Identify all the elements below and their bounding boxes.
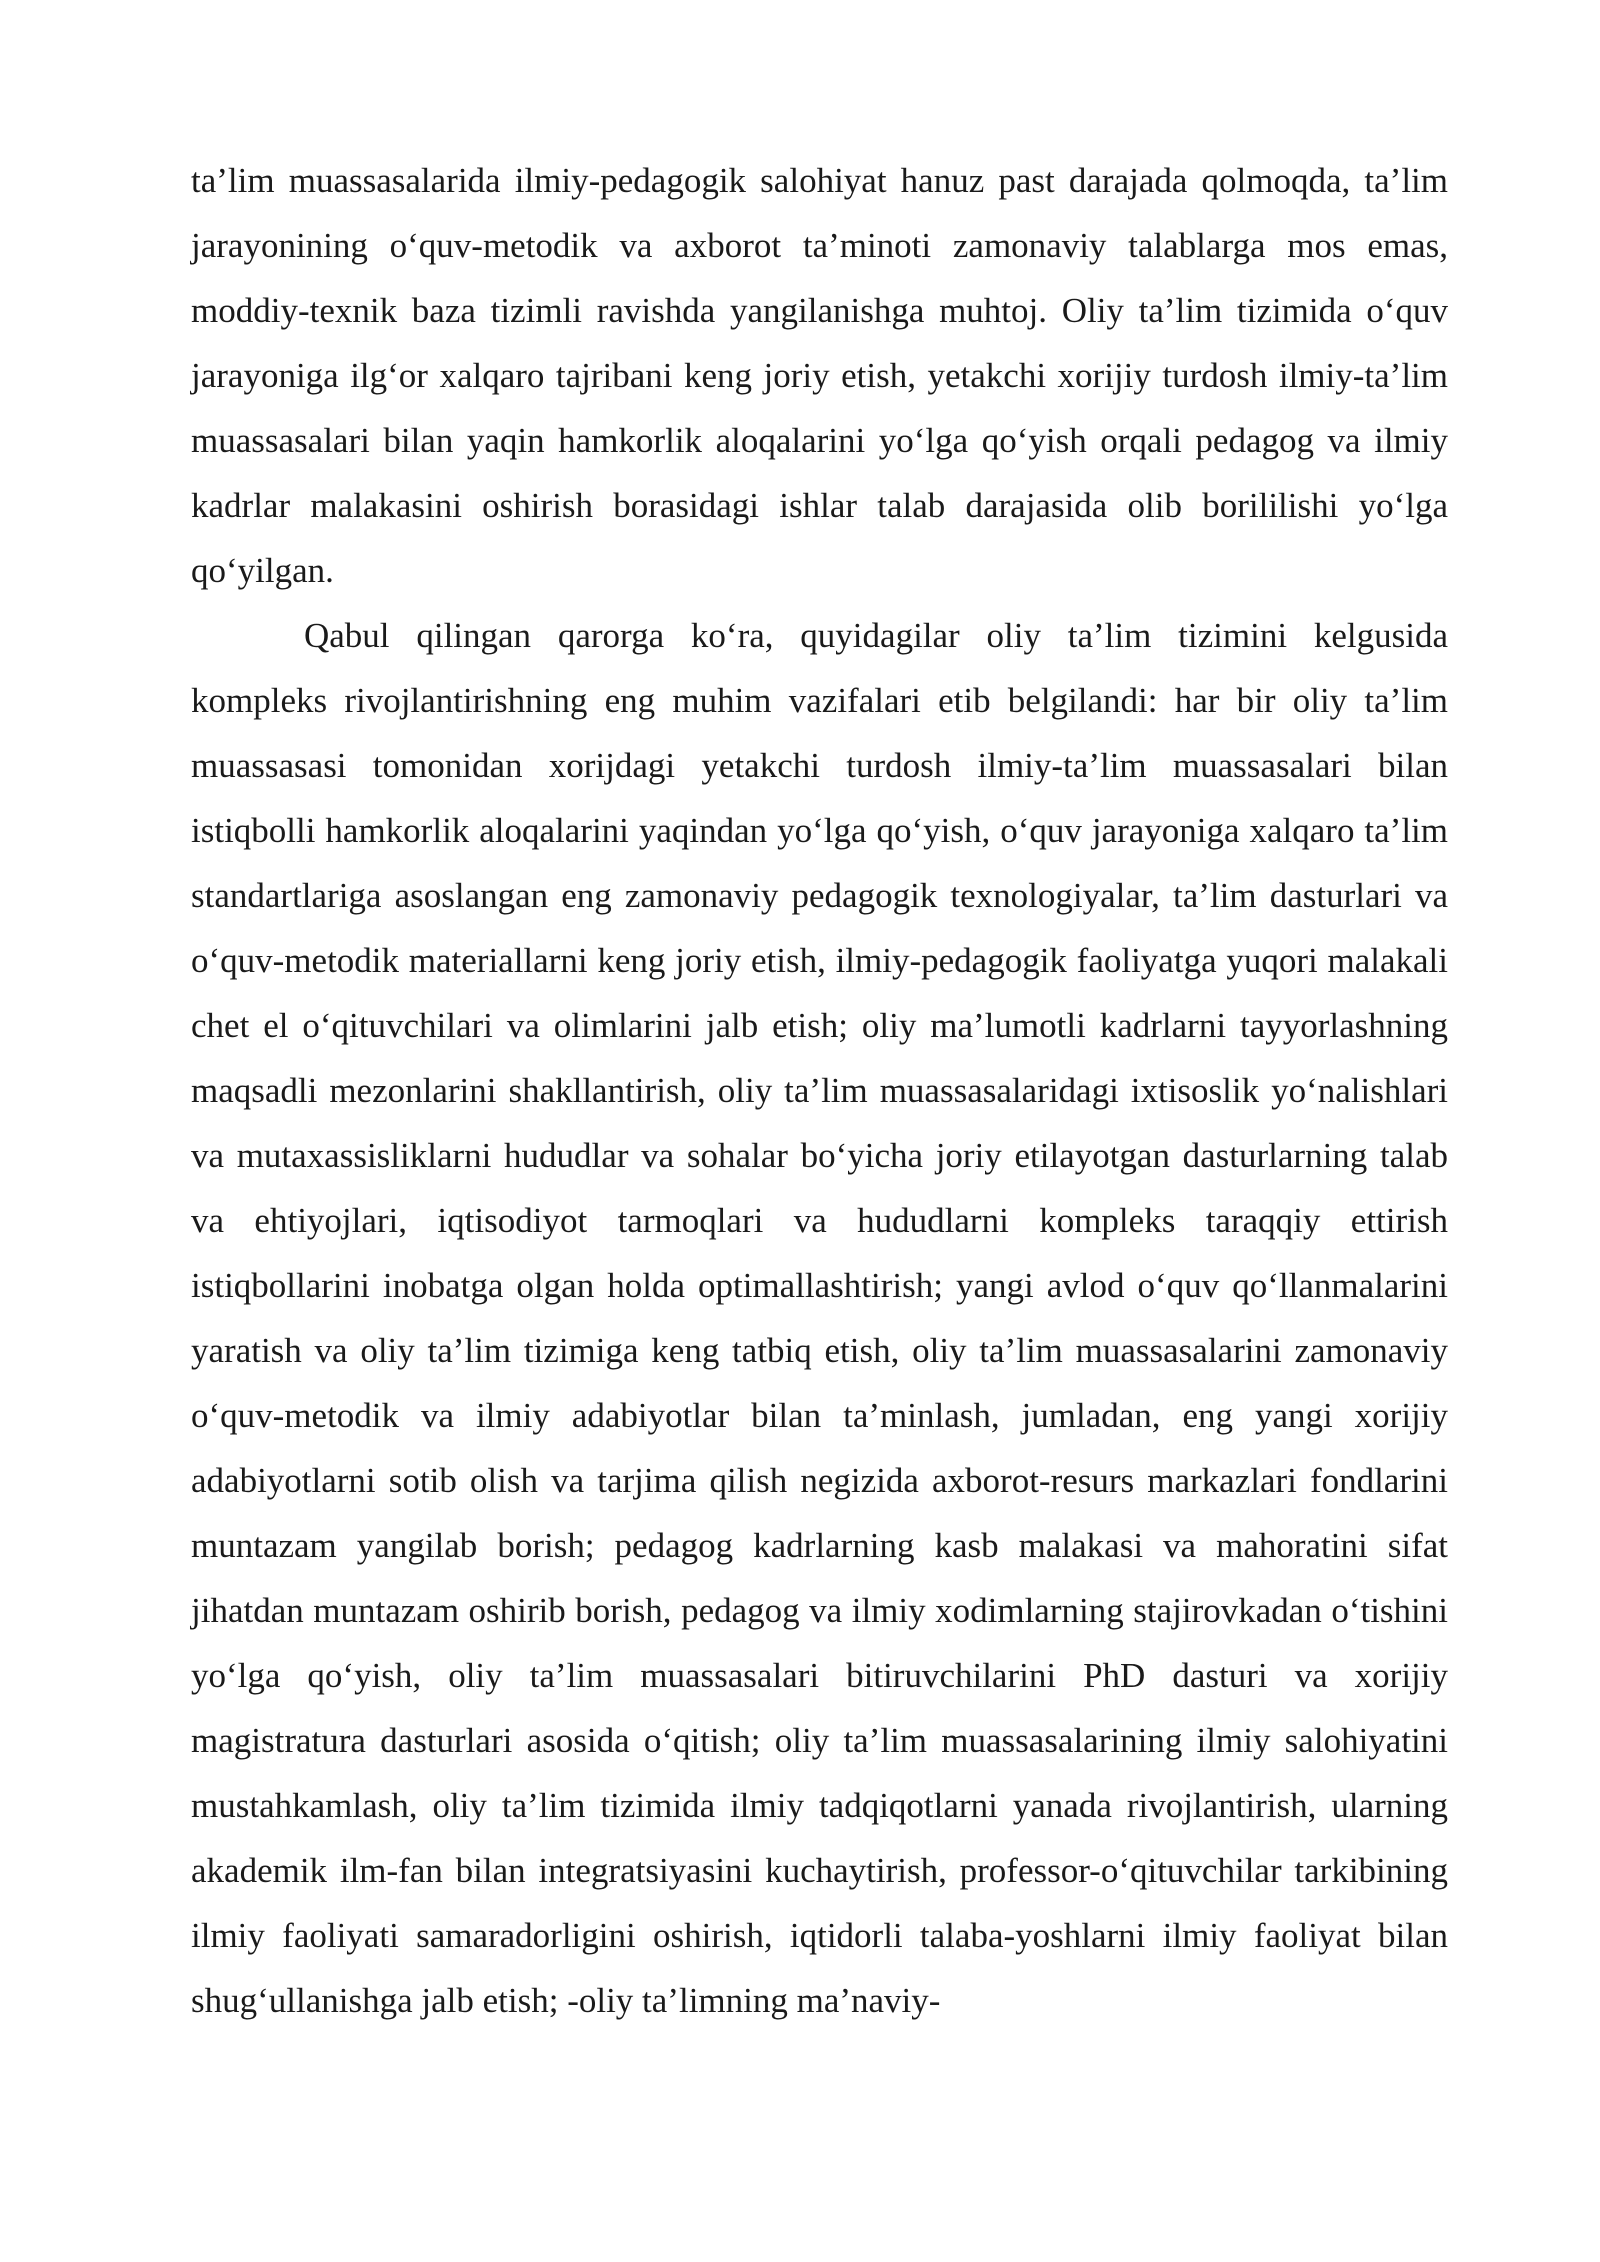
paragraph-continuation: ta’lim muassasalarida ilmiy-pedagogik salohiyat hanuz past darajada qolmoqda, ta’lim jarayonining o‘quv-metodik va axborot ta’minoti zamonaviy talablarga mos emas, moddiy-texnik baza tizimli ravishda yangilanishga muhtoj. Oliy ta’lim tizimida o‘quv jarayoniga ilg‘or xalqaro tajribani keng joriy etish, yetakchi xorijiy turdosh ilmiy-ta’lim muassasalari bilan yaqin hamkorlik aloqalarini yo‘lga qo‘yish orqali pedagog va ilmiy kadrlar malakasini oshirish borasidagi ishlar talab darajasida olib borililishi yo‘lga qo‘yilgan.	[191, 161, 1448, 590]
body-text	[191, 148, 1448, 2033]
paragraph-decree-tasks: Qabul qilingan qarorga ko‘ra, quyidagilar oliy ta’lim tizimini kelgusida kompleks rivojlantirishning eng muhim vazifalari etib belgilandi: har bir oliy ta’lim muassasasi tomonidan xorijdagi yetakchi turdosh ilmiy-ta’lim muassasalari bilan istiqbolli hamkorlik aloqalarini yaqindan yo‘lga qo‘yish, o‘quv jarayoniga xalqaro ta’lim standartlariga asoslangan eng zamonaviy pedagogik texnologiyalar, ta’lim dasturlari va o‘quv-metodik materiallarni keng joriy etish, ilmiy-pedagogik faoliyatga yuqori malakali chet el o‘qituvchilari va olimlarini jalb etish; oliy ma’lumotli kadrlarni tayyorlashning maqsadli mezonlarini shakllantirish, oliy ta’lim muassasalaridagi ixtisoslik yo‘nalishlari va mutaxassisliklarni hududlar va sohalar bo‘yicha joriy etilayotgan dasturlarning talab va ehtiyojlari, iqtisodiyot tarmoqlari va hududlarni kompleks taraqqiy ettirish istiqbollarini inobatga olgan holda optimallashtirish; yangi avlod o‘quv qo‘llanmalarini yaratish va oliy ta’lim tizimiga keng tatbiq etish, oliy ta’lim muassasalarini zamonaviy o‘quv-metodik va ilmiy adabiyotlar bilan ta’minlash, jumladan, eng yangi xorijiy adabiyotlarni sotib olish va tarjima qilish negizida axborot-resurs markazlari fondlarini muntazam yangilab borish; pedagog kadrlarning kasb malakasi va mahoratini sifat jihatdan muntazam oshirib borish, pedagog va ilmiy xodimlarning stajirovkadan o‘tishini yo‘lga qo‘yish, oliy ta’lim muassasalari bitiruvchilarini PhD dasturi va xorijiy magistratura dasturlari asosida o‘qitish; oliy ta’lim muassasalarining ilmiy salohiyatini mustahkamlash, oliy ta’lim tizimida ilmiy tadqiqotlarni yanada rivojlantirish, ularning akademik ilm-fan bilan integratsiyasini kuchaytirish, professor-o‘qituvchilar tarkibining ilmiy faoliyati samaradorligini oshirish, iqtidorli talaba-yoshlarni ilmiy faoliyat bilan shug‘ullanishga jalb etish; -oliy ta’limning ma’naviy-	[191, 616, 1448, 2020]
